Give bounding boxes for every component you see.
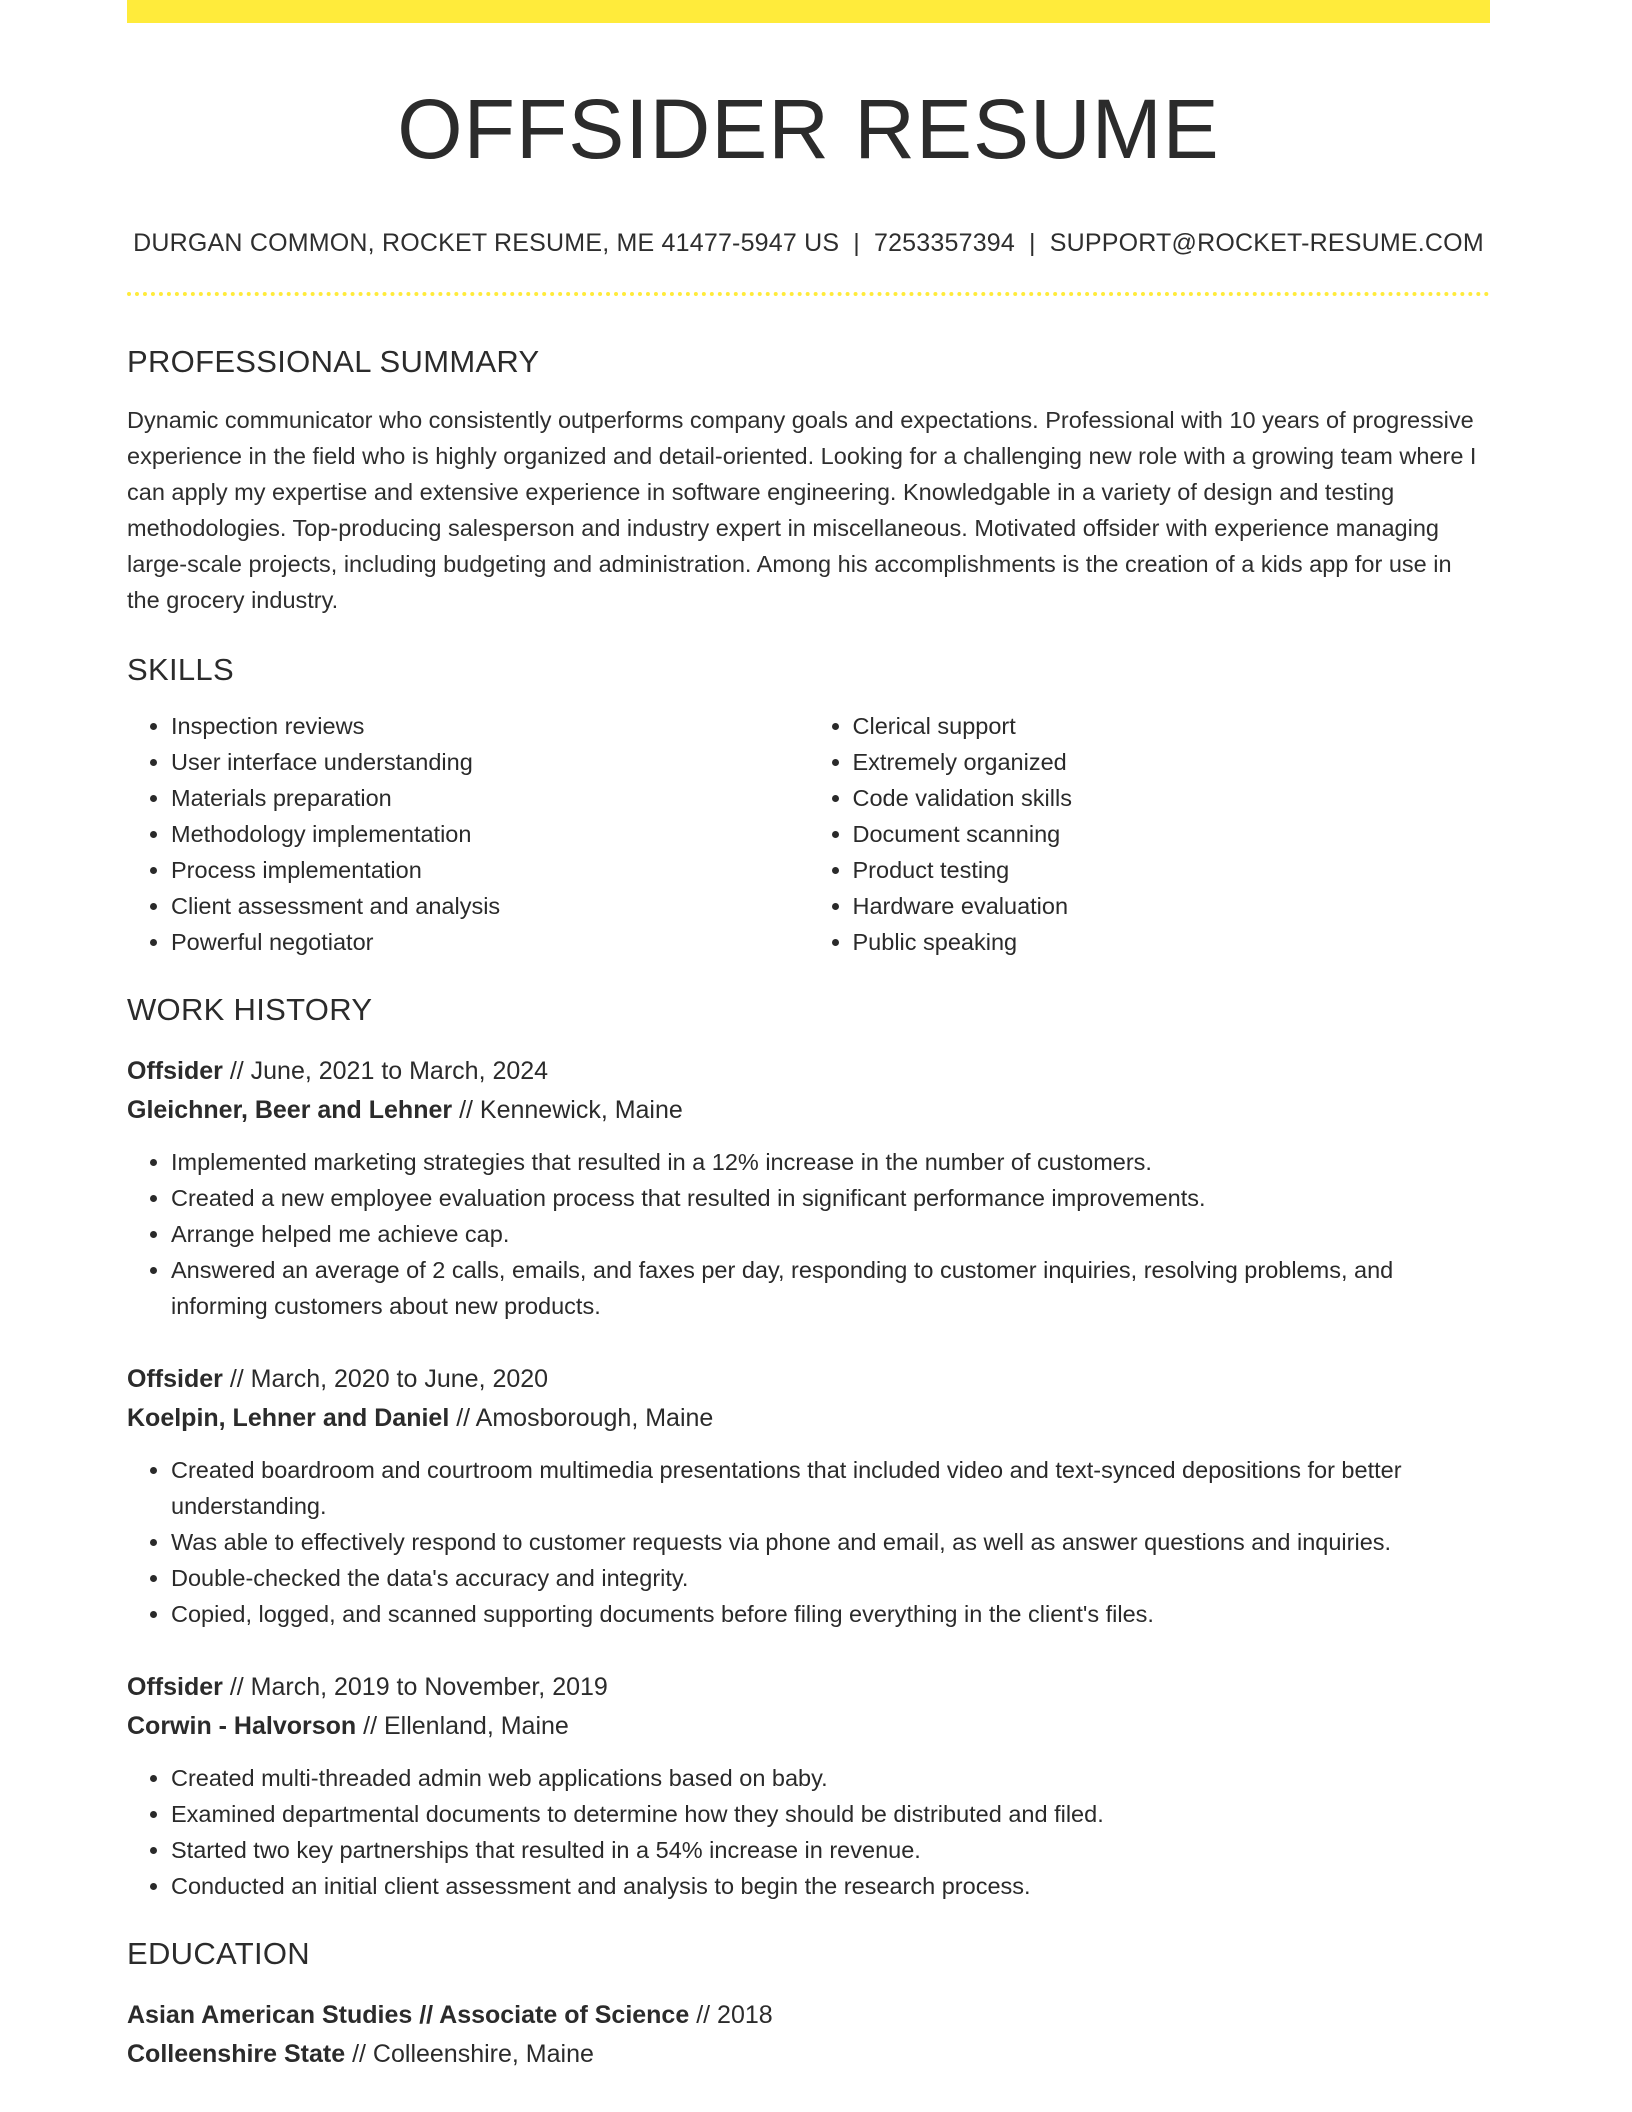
job-bullets (127, 1760, 1490, 1904)
skill-item: • Extremely organized (853, 744, 1491, 780)
job-bullet: • Arrange helped me achieve cap. (171, 1216, 1490, 1252)
education-year: // 2018 (696, 2001, 773, 2029)
skills-column-left (127, 708, 809, 960)
job-bullet: • Was able to effectively respond to customer requests via phone and email, as well as answer questions and inquiries. (171, 1524, 1490, 1560)
job-company: Gleichner, Beer and Lehner (127, 1096, 453, 1124)
summary-text: Dynamic communicator who consistently outperforms company goals and expectations. Professional with 10 years of progressive experience in the field who is highly organized and detail-oriented. Looking for a challenging new role with a growing team where I can apply my expertise and extensive experience in software engineering. Knowledgable in a variety of design and testing methodologies. Top-producing salesperson and industry expert in miscellaneous. Motivated offsider with experience managing large-scale projects, including budgeting and administration. Among his accomplishments is the creation of a kids app for use in the grocery industry. (127, 407, 1477, 613)
job-bullet: • Started two key partnerships that resulted in a 54% increase in revenue. (171, 1832, 1490, 1868)
skill-item: • Hardware evaluation (853, 888, 1491, 924)
job-bullet: • Implemented marketing strategies that resulted in a 12% increase in the number of customers. (171, 1144, 1490, 1180)
skill-item: • Client assessment and analysis (171, 888, 809, 924)
job-role-line (127, 1360, 1490, 1399)
job-location: // Kennewick, Maine (459, 1096, 683, 1124)
job-bullet: • Examined departmental documents to determine how they should be distributed and filed. (171, 1796, 1490, 1832)
skills-list (127, 708, 1490, 960)
job-company-line (127, 1399, 1490, 1438)
skill-item: • Materials preparation (171, 780, 809, 816)
skills-heading: SKILLS (127, 652, 234, 687)
job-entry (127, 1360, 1490, 1632)
skill-item: • User interface understanding (171, 744, 809, 780)
job-dates: // March, 2019 to November, 2019 (229, 1673, 608, 1701)
resume-title: OFFSIDER RESUME (397, 82, 1220, 176)
education-heading: EDUCATION (127, 1936, 310, 1971)
skill-item: • Product testing (853, 852, 1491, 888)
skill-item: • Document scanning (853, 816, 1491, 852)
education-degree: Asian American Studies // Associate of Science (127, 2001, 690, 2029)
skills-column-right (809, 708, 1491, 960)
job-company-line (127, 1091, 1490, 1130)
job-bullet: • Double-checked the data's accuracy and integrity. (171, 1560, 1490, 1596)
job-role-line (127, 1668, 1490, 1707)
education-school-line (127, 2035, 1490, 2074)
skill-item: • Clerical support (853, 708, 1491, 744)
resume-page (127, 0, 1490, 2074)
job-bullets (127, 1452, 1490, 1632)
job-bullets (127, 1144, 1490, 1324)
skill-item: • Methodology implementation (171, 816, 809, 852)
education-location: // Colleenshire, Maine (352, 2040, 594, 2068)
contact-address: DURGAN COMMON, ROCKET RESUME, ME 41477-5947 US (133, 229, 840, 257)
skill-item: • Public speaking (853, 924, 1491, 960)
job-bullet: • Conducted an initial client assessment and analysis to begin the research process. (171, 1868, 1490, 1904)
contact-email: SUPPORT@ROCKET-RESUME.COM (1049, 229, 1484, 257)
job-bullet: • Created a new employee evaluation process that resulted in significant performance improvements. (171, 1180, 1490, 1216)
job-bullet: • Created boardroom and courtroom multimedia presentations that included video and text-synced depositions for better understanding. (171, 1452, 1490, 1524)
job-dates: // June, 2021 to March, 2024 (229, 1057, 549, 1085)
work-history-heading: WORK HISTORY (127, 992, 373, 1027)
job-dates: // March, 2020 to June, 2020 (229, 1365, 549, 1393)
skill-item: • Process implementation (171, 852, 809, 888)
education-entry (127, 1996, 1490, 2074)
job-bullet: • Copied, logged, and scanned supporting documents before filing everything in the client's files. (171, 1596, 1490, 1632)
accent-top-bar (127, 0, 1490, 23)
job-company: Corwin - Halvorson (127, 1712, 357, 1740)
job-company: Koelpin, Lehner and Daniel (127, 1404, 450, 1432)
education-school: Colleenshire State (127, 2040, 346, 2068)
contact-phone: 7253357394 (873, 229, 1016, 257)
job-entry (127, 1668, 1490, 1904)
contact-separator: | (853, 229, 860, 257)
dotted-divider (127, 292, 1490, 296)
contact-line (127, 229, 1490, 258)
education-degree-line (127, 1996, 1490, 2035)
job-bullet: • Created multi-threaded admin web applications based on baby. (171, 1760, 1490, 1796)
skill-item: • Inspection reviews (171, 708, 809, 744)
job-bullet: • Answered an average of 2 calls, emails, and faxes per day, responding to customer inquiries, resolving problems, and informing customers about new products. (171, 1252, 1490, 1324)
contact-separator: | (1029, 229, 1036, 257)
job-role: Offsider (127, 1365, 223, 1393)
job-company-line (127, 1707, 1490, 1746)
job-entry (127, 1052, 1490, 1324)
skill-item: • Code validation skills (853, 780, 1491, 816)
job-role: Offsider (127, 1673, 223, 1701)
job-location: // Amosborough, Maine (456, 1404, 714, 1432)
job-location: // Ellenland, Maine (363, 1712, 569, 1740)
job-role: Offsider (127, 1057, 223, 1085)
skill-item: • Powerful negotiator (171, 924, 809, 960)
summary-heading: PROFESSIONAL SUMMARY (127, 344, 540, 379)
job-role-line (127, 1052, 1490, 1091)
